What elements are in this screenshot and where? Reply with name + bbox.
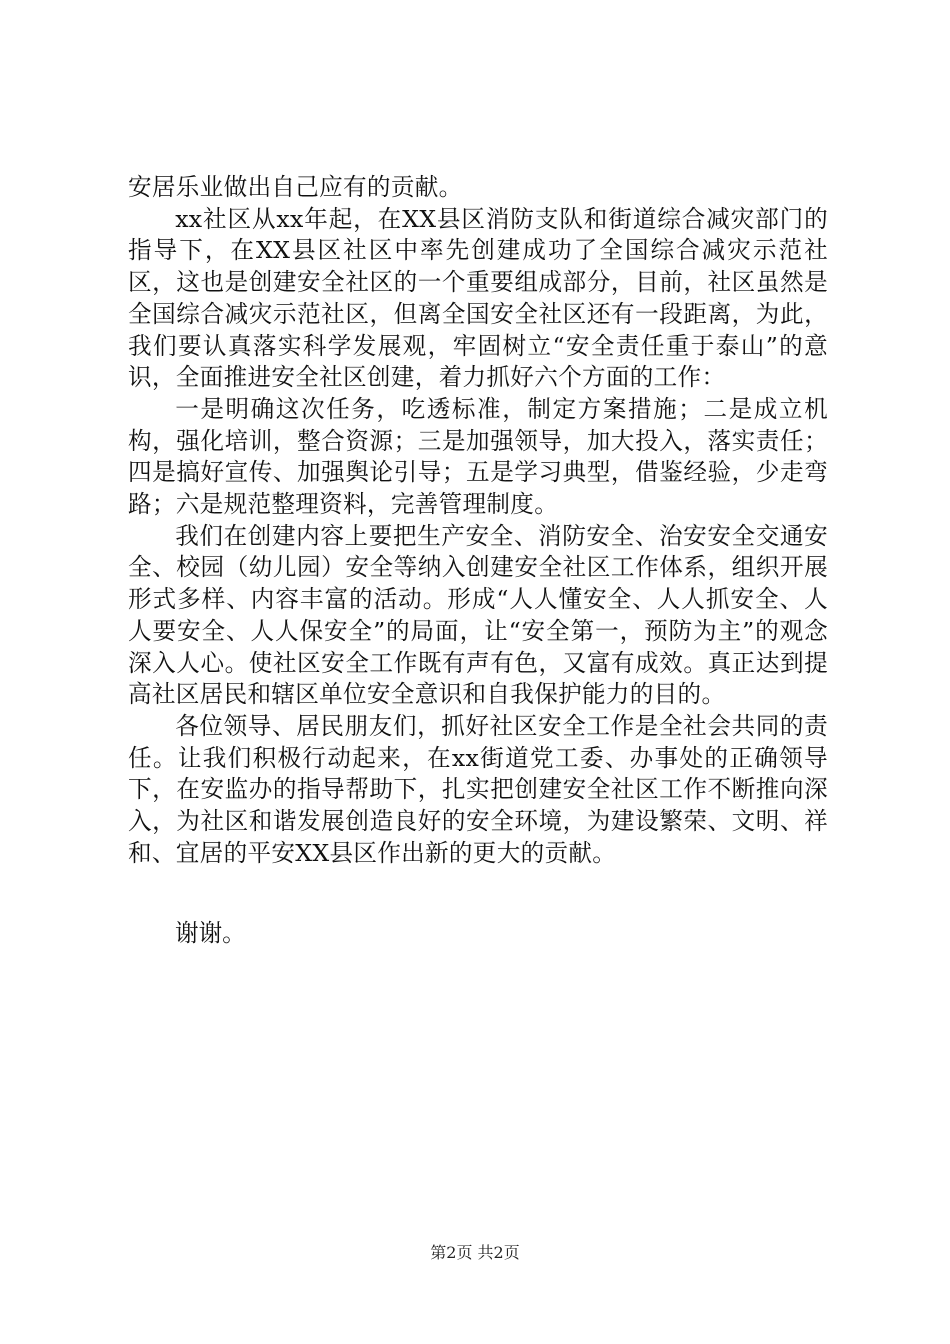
paragraph-creation-content: 我们在创建内容上要把生产安全、消防安全、治安安全交通安全、校园（幼儿园）安全等纳入创建安全社区工作体系，组织开展形式多样、内容丰富的活动。形成“人人懂安全、人人抓安全、人人要安全、人人保安全”的局面，让“安全第一，预防为主”的观念深入人心。使社区安全工作既有声有色，又富有成效。真正达到提高社区居民和辖区单位安全意识和自我保护能力的目的。 (128, 521, 828, 709)
document-body (128, 172, 828, 869)
closing-thanks: 谢谢。 (175, 919, 246, 947)
paragraph-six-tasks: 一是明确这次任务，吃透标准，制定方案措施；二是成立机构，强化培训，整合资源；三是加强领导，加大投入，落实责任；四是搞好宣传、加强舆论引导；五是学习典型，借鉴经验，少走弯路；六是规范整理资料，完善管理制度。 (128, 394, 828, 519)
paragraph-call-to-action: 各位领导、居民朋友们，抓好社区安全工作是全社会共同的责任。让我们积极行动起来，在xx街道党工委、办事处的正确领导下，在安监办的指导帮助下，扎实把创建安全社区工作不断推向深入，为社区和谐发展创造良好的安全环境，为建设繁荣、文明、祥和、宜居的平安XX县区作出新的更大的贡献。 (128, 711, 828, 867)
paragraph-continuation: 安居乐业做出自己应有的贡献。 (128, 173, 463, 201)
page-footer (0, 1243, 950, 1263)
page-number-label: 第2页 共2页 (430, 1243, 520, 1262)
paragraph-community-background: xx社区从xx年起，在XX县区消防支队和街道综合减灾部门的指导下，在XX县区社区中率先创建成功了全国综合减灾示范社区，这也是创建安全社区的一个重要组成部分，目前，社区虽然是全国综合减灾示范社区，但离全国安全社区还有一段距离，为此，我们要认真落实科学发展观，牢固树立“安全责任重于泰山”的意识，全面推进安全社区创建，着力抓好六个方面的工作： (128, 204, 828, 392)
